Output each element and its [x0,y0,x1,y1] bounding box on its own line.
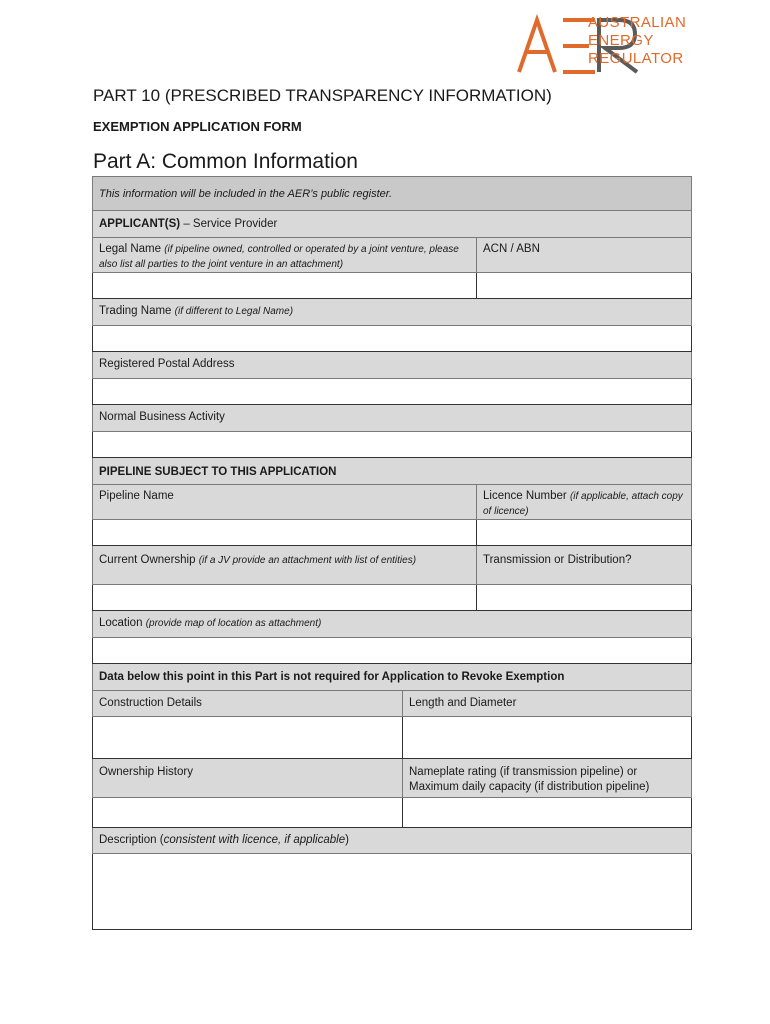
current-ownership-label: Current Ownership (if a JV provide an attachment with list of entities) [93,546,477,585]
licence-number-label: Licence Number (if applicable, attach copy of licence) [477,485,692,520]
notice-row [93,177,692,211]
pipeline-name-input[interactable] [93,520,477,546]
trading-name-input[interactable] [93,326,692,352]
acn-abn-label: ACN / ABN [477,238,692,273]
form-title: EXEMPTION APPLICATION FORM [93,119,302,134]
part10-heading: PART 10 (PRESCRIBED TRANSPARENCY INFORMATION) [93,86,552,105]
legal-name-input-row [93,273,692,299]
ownership-history-label: Ownership History [93,759,403,798]
location-input[interactable] [93,638,692,664]
construction-label: Construction Details [93,691,403,717]
ownership-history-input[interactable] [93,798,403,828]
nameplate-input[interactable] [403,798,692,828]
transmission-input[interactable] [477,585,692,611]
licence-number-input[interactable] [477,520,692,546]
applicant-heading-row [93,211,692,238]
section-title: Part A: Common Information [93,150,358,173]
business-activity-label: Normal Business Activity [93,405,692,432]
postal-address-input[interactable] [93,379,692,405]
legal-name-label-row [93,238,692,273]
length-diameter-input[interactable] [403,717,692,759]
location-label: Location (provide map of location as attachment) [93,611,692,638]
pipeline-name-label: Pipeline Name [93,485,477,520]
applicant-heading: APPLICANT(S) – Service Provider [93,211,692,238]
revoke-notice: Data below this point in this Part is not required for Application to Revoke Exemption [93,664,692,691]
notice-text: This information will be included in the AER’s public register. [93,177,692,211]
nameplate-label: Nameplate rating (if transmission pipeline) or Maximum daily capacity (if distribution pipeline) [403,759,692,798]
trading-name-label: Trading Name (if different to Legal Name) [93,299,692,326]
length-diameter-label: Length and Diameter [403,691,692,717]
transmission-label: Transmission or Distribution? [477,546,692,585]
business-activity-input[interactable] [93,432,692,458]
description-label: Description (consistent with licence, if applicable) [93,828,692,854]
legal-name-input[interactable] [93,273,477,299]
pipeline-heading: PIPELINE SUBJECT TO THIS APPLICATION [93,458,692,485]
common-information-table [92,176,692,930]
aer-logo-text: AUSTRALIAN ENERGY REGULATOR [588,14,687,67]
construction-input[interactable] [93,717,403,759]
legal-name-label: Legal Name (if pipeline owned, controlled or operated by a joint venture, please also list all parties to the joint venture in an attachment) [93,238,477,273]
acn-abn-input[interactable] [477,273,692,299]
postal-address-label: Registered Postal Address [93,352,692,379]
current-ownership-input[interactable] [93,585,477,611]
trading-name-label-row [93,299,692,326]
description-input[interactable] [93,854,692,930]
